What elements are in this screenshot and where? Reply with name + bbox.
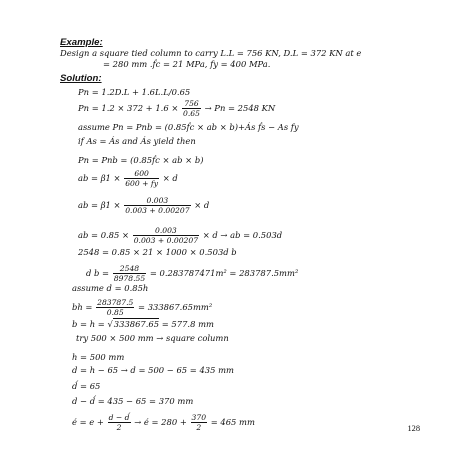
equation-19 [72,413,255,432]
example-heading: Example: [60,37,103,48]
equation-19-numerator-2: 370 [191,413,207,422]
equation-18: d − d́ = 435 − 65 = 370 mm [72,396,194,406]
equation-19-right: = 465 mm [210,417,255,427]
equation-12-numerator: 283787.5 [97,298,134,307]
equation-19-denominator-1: 2 [116,423,122,432]
equation-12-left: bh = [72,302,93,312]
equation-12-right: = 333867.65mm² [138,302,213,312]
equation-6 [78,169,178,188]
equation-10-left: d b = [86,268,110,278]
equation-4: if As = Ás and Ás yield then [78,136,196,146]
equation-12-denominator: 0.85 [106,308,124,317]
equation-2-fraction [182,99,201,118]
equation-10-right: = 0.283787471m² = 283787.5mm² [149,268,299,278]
equation-9: 2548 = 0.85 × 21 × 1000 × 0.503d b [78,247,237,257]
equation-6-right: × d [162,173,178,183]
equation-13-radicand: 333867.65 [113,319,160,329]
equation-19-numerator-1: d − d́ [108,413,130,422]
equation-17: d́ = 65 [72,381,101,391]
equation-6-denominator: 600 + fy [125,179,159,188]
equation-1: Pn = 1.2D.L + 1.6L.L/0.65 [78,87,191,97]
equation-2-right: → Pn = 2548 KN [204,103,276,113]
problem-line-1: Design a square tied column to carry L.L = 756 KN, D.L = 372 KN at e [60,48,362,58]
solution-heading: Solution: [60,73,102,84]
equation-2-left: Pn = 1.2 × 372 + 1.6 × [78,103,179,113]
equation-16: d = h − 65 → d = 500 − 65 = 435 mm [72,365,234,375]
equation-7-left: ab = β1 × [78,200,121,210]
equation-10-denominator: 8978.55 [113,274,146,283]
equation-2-numerator: 756 [182,99,201,109]
equation-2-denominator: 0.65 [183,109,200,118]
equation-6-numerator: 600 [124,169,159,179]
equation-12 [72,298,212,317]
equation-7 [78,196,209,215]
equation-19-middle: → é = 280 + [134,417,187,427]
equation-8-denominator: 0.003 + 0.00207 [133,236,199,245]
equation-8-right: × d → ab = 0.503d [202,230,283,240]
equation-7-right: × d [194,200,210,210]
equation-11: assume d = 0.85h [72,283,149,293]
equation-19-fraction-1 [108,413,131,432]
equation-10-fraction [113,264,146,283]
equation-10 [86,264,298,283]
equation-12-fraction [96,298,134,317]
equation-7-fraction [124,196,190,215]
equation-8-numerator: 0.003 [133,226,199,236]
equation-10-numerator: 2548 [113,264,146,274]
equation-8 [78,226,282,245]
equation-13-right: = 577.8 mm [161,319,214,329]
equation-15: h = 500 mm [72,352,125,362]
equation-13 [72,319,214,330]
equation-3: assume Pn = Pnb = (0.85f́c × ab × b)+Ás f́s − As fy [78,122,299,132]
equation-6-fraction [124,169,159,188]
equation-14: try 500 × 500 mm → square column [76,333,229,343]
equation-2 [78,99,275,118]
equation-8-fraction [133,226,199,245]
equation-19-denominator-2: 2 [196,423,202,432]
equation-19-fraction-2 [191,413,208,432]
equation-7-denominator: 0.003 + 0.00207 [125,206,190,215]
equation-7-numerator: 0.003 [124,196,190,206]
page-number: 128 [407,424,420,433]
equation-8-left: ab = 0.85 × [78,230,130,240]
equation-13-left: b = h = √ [72,319,113,329]
problem-line-2: = 280 mm .f́c = 21 MPa, fy = 400 MPa. [103,59,271,69]
equation-5: Pn = Pnb = (0.85f́c × ab × b) [78,155,204,165]
equation-6-left: ab = β1 × [78,173,121,183]
equation-19-left: é = e + [72,417,104,427]
